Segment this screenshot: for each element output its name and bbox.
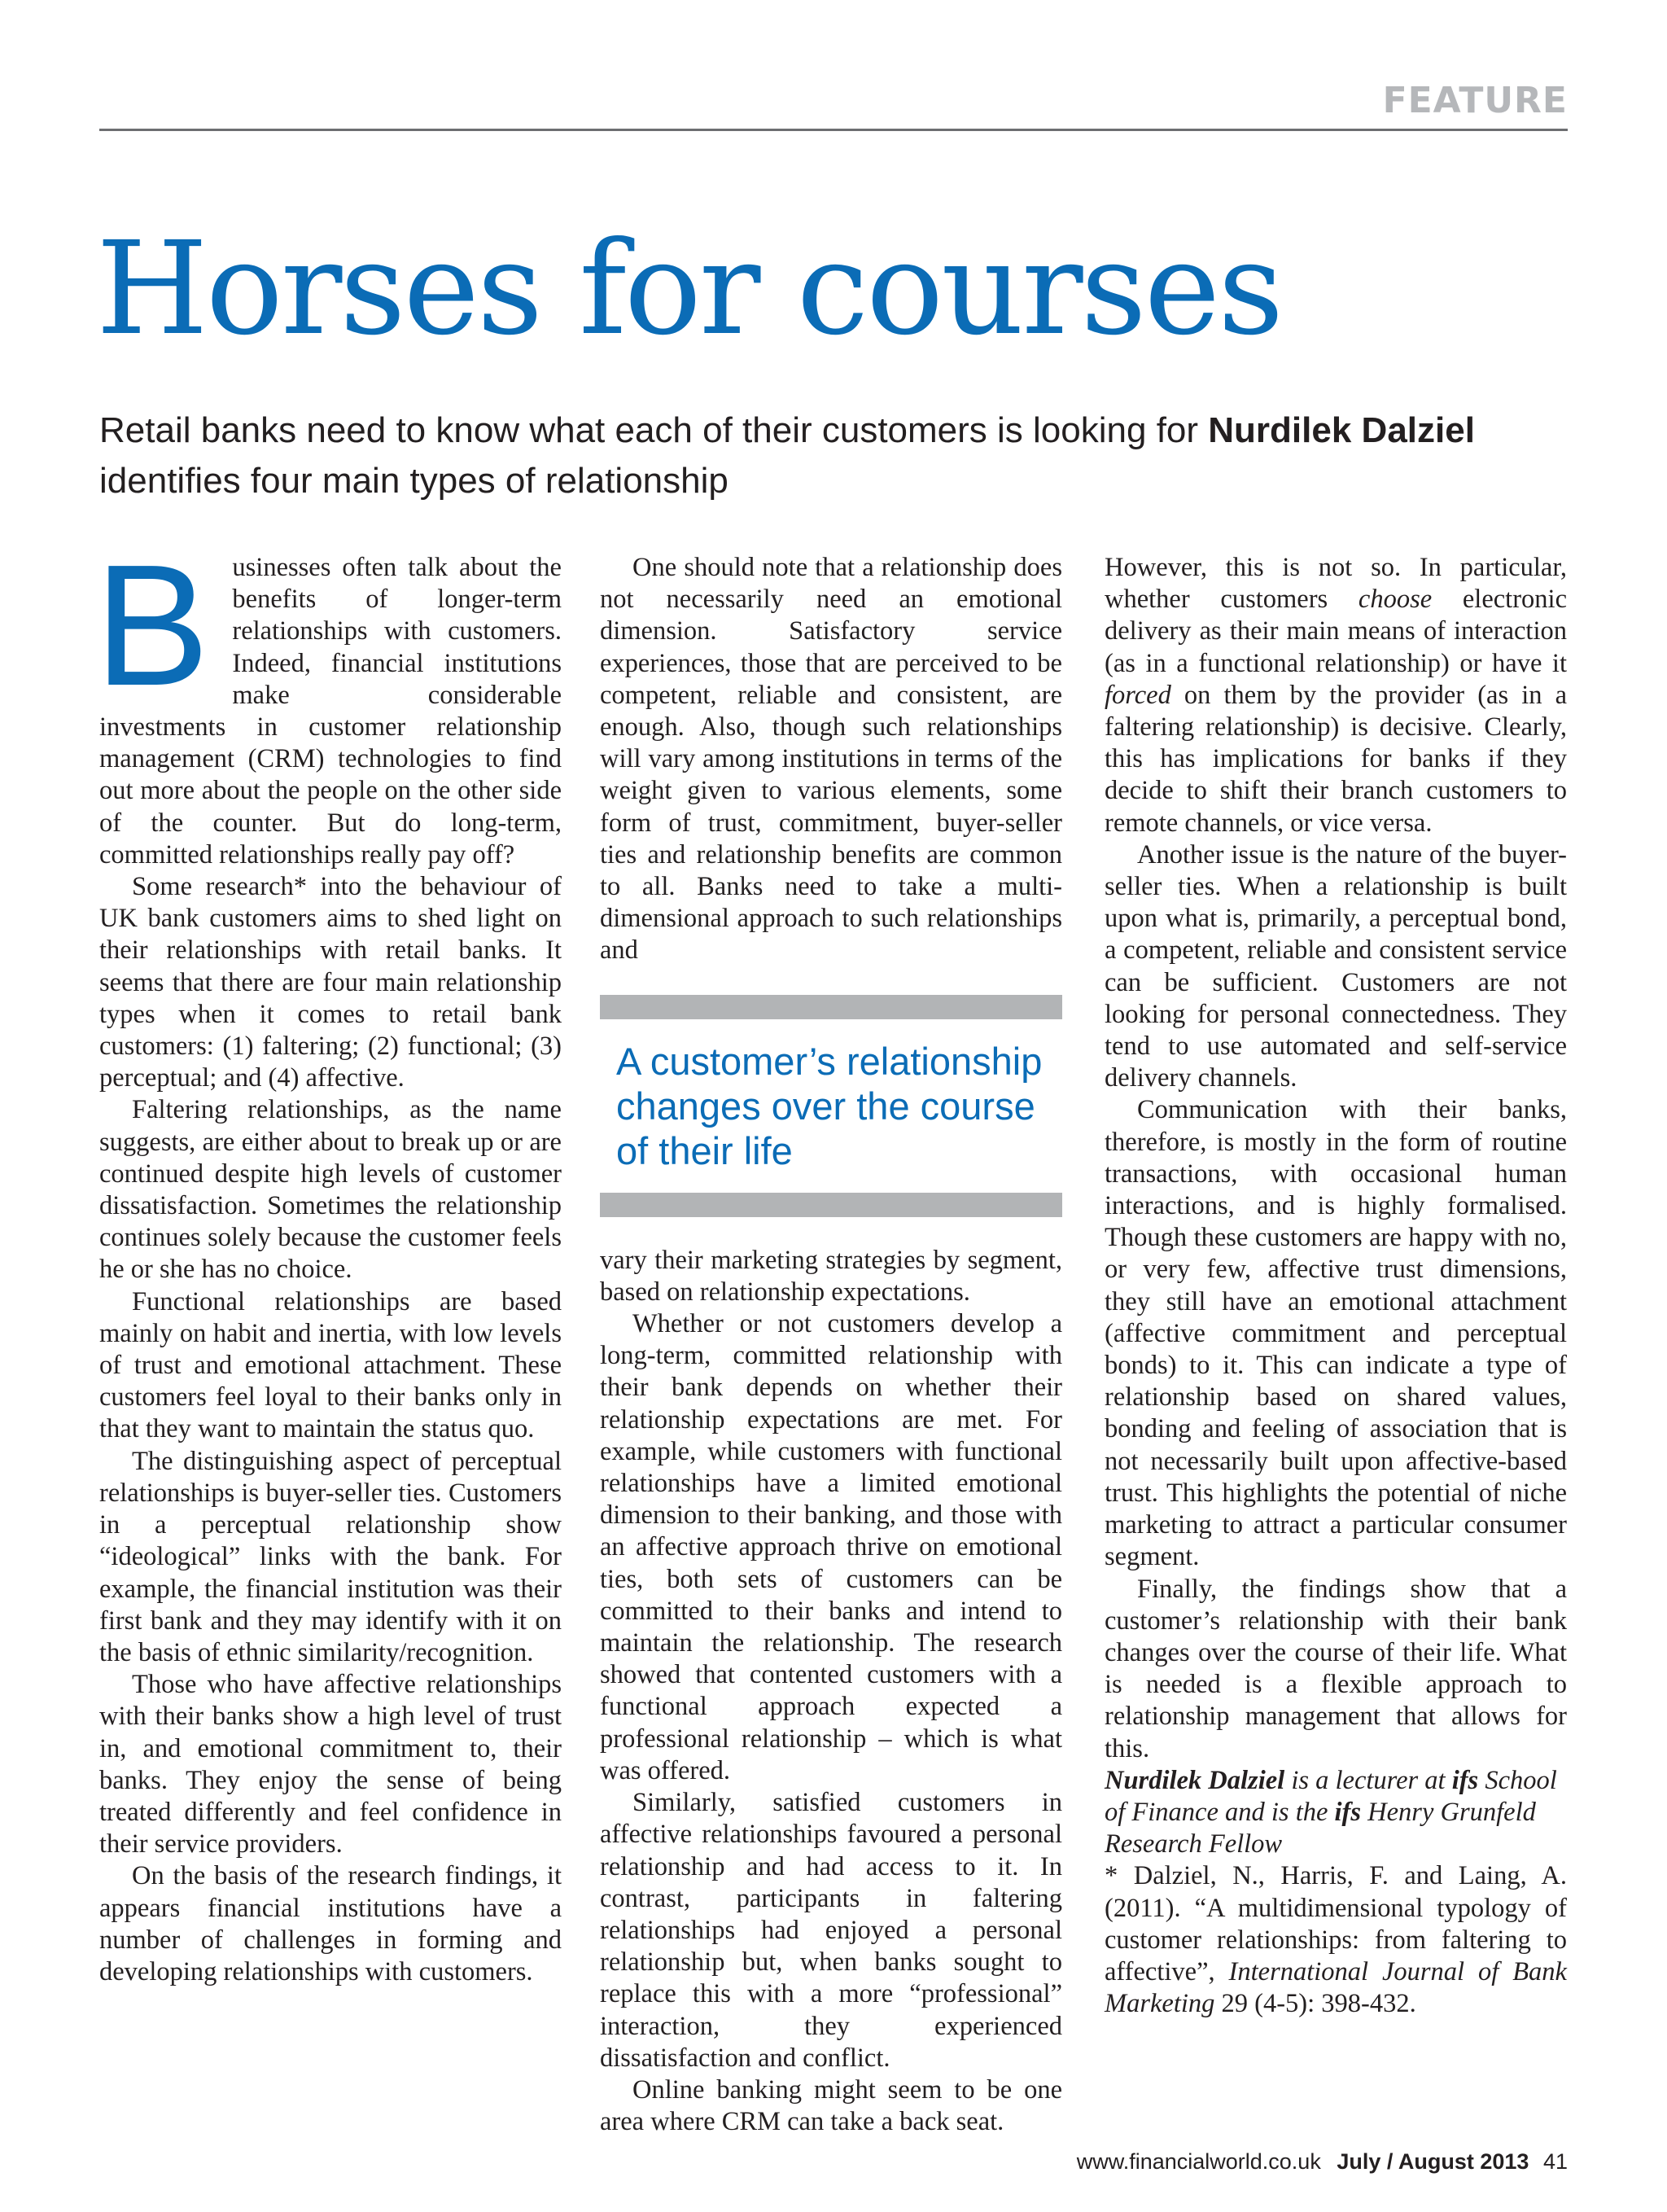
standfirst [99, 405, 1581, 506]
paragraph: Some research* into the behaviour of UK bank customers aims to shed light on their relationships with retail banks. It seems that there are four main relationship types when it comes to retail bank customers: (1) faltering; (2) functional; (3) perceptual; and (4) affective. [99, 872, 562, 1093]
reference: * Dalziel, N., Harris, F. and Laing, A. (2011). “A multidimensional typology of customer relationships: from faltering to affective”, International Journal of Bank Marketing 29 (4-5): 398-432. [1105, 1861, 1567, 2019]
standfirst-text-after: identifies four main types of relationship [99, 461, 728, 501]
drop-cap: B [94, 528, 210, 721]
paragraph: Similarly, satisfied customers in affective relationships favoured a personal relationship and had access to it. In contrast, participants in faltering relationships had enjoyed a personal relationship but, when banks sought to replace this with a more “professional” interaction, they experienced dissatisfaction and conflict. [600, 1788, 1062, 2073]
paragraph: Functional relationships are based mainly on habit and inertia, with low levels of trust and emotional attachment. These customers feel loyal to their banks only in that they want to maintain the status quo. [99, 1286, 562, 1444]
pull-quote-bar-bottom [600, 1193, 1062, 1217]
paragraph: The distinguishing aspect of perceptual relationships is buyer-seller ties. Customers in a perceptual relationship show “ideological” links with the bank. For example, the financial institution was their first bank and they may identify with it on the basis of ethnic similarity/recognition. [99, 1446, 562, 1667]
paragraph: Faltering relationships, as the name suggests, are either about to break up or are continued despite high levels of customer dissatisfaction. Sometimes the relationship continues solely because the customer feels he or she has no choice. [99, 1095, 562, 1285]
footer-date: July / August 2013 [1337, 2149, 1529, 2174]
page-number: 41 [1542, 2149, 1568, 2174]
column-1 [94, 528, 562, 1988]
paragraph: One should note that a relationship does not necessarily need an emotional dimension. Satisfactory service experiences, those that are perceived to be competent, reliable and consistent, are enough. Also, though such relationships will vary among institutions in terms of the weight given to various elements, some form of trust, commitment, buyer-seller ties and relationship benefits are common to all. Banks need to take a multi-dimensional approach to such relationships and [600, 553, 1062, 966]
header-rule [99, 129, 1568, 131]
paragraph: Communication with their banks, therefore, is mostly in the form of routine transactions, with occasional human interactions, and is highly formalised. Though these customers are happy with no, or very few, affective trust dimensions, they still have an emotional attachment (affective commitment and perceptual bonds) to it. This can indicate a type of relationship based on shared values, bonding and feeling of association that is not necessarily built upon affective-based trust. This highlights the potential of niche marketing to attract a particular consumer segment. [1105, 1095, 1567, 1572]
paragraph: On the basis of the research findings, it appears financial institutions have a number of challenges in forming and developing relationships with customers. [99, 1861, 562, 1986]
paragraph: Businesses often talk about the benefits of longer-term relationships with customers. Indeed, financial institutions make considerable investments in customer relationship management (CRM) technologies to find out more about the people on the other side of the counter. But do long-term, committed relationships really pay off? [94, 528, 562, 869]
column-2 [600, 552, 1062, 2138]
standfirst-author: Nurdilek Dalziel [1208, 410, 1475, 450]
paragraph: vary their marketing strategies by segment, based on relationship expectations. [600, 1245, 1062, 1307]
pull-quote-text: A customer’s relationship changes over the course of their life [616, 1039, 1043, 1172]
headline: Horses for courses [96, 214, 1282, 364]
paragraph: Those who have affective relationships with their banks show a high level of trust in, and emotional commitment to, their banks. They enjoy the sense of being treated differently and feel confidence in their service providers. [99, 1670, 562, 1859]
paragraph: Finally, the findings show that a customer’s relationship with their bank changes over the course of their life. What is needed is a flexible approach to relationship management that allows for this. [1105, 1574, 1567, 1763]
page-footer [1077, 2149, 1568, 2175]
pull-quote-bar-top [600, 995, 1062, 1019]
footer-url: www.financialworld.co.uk [1076, 2149, 1321, 2174]
author-bio: Nurdilek Dalziel is a lecturer at ifs School of Finance and is the ifs Henry Grunfeld Research Fellow [1105, 1765, 1557, 1859]
paragraph: Online banking might seem to be one area where CRM can take a back seat. [600, 2074, 1062, 2137]
column-3 [1105, 552, 1567, 2020]
section-label: FEATURE [1382, 80, 1568, 121]
paragraph: However, this is not so. In particular, whether customers choose electronic delivery as their main means of interaction (as in a functional relationship) or have it forced on them by the provider (as in a faltering relationship) is decisive. Clearly, this has implications for banks if they decide to shift their branch customers to remote channels, or vice versa. [1105, 553, 1567, 838]
paragraph: Whether or not customers develop a long-term, committed relationship with their bank depends on whether their relationship expectations are met. For example, while customers with functional relationships have a limited emotional dimension to their banking, and those with an affective approach thrive on emotional ties, both sets of customers can be committed to their banks and intend to maintain the relationship. The research showed that contented customers with a functional approach expected a professional relationship – which is what was offered. [600, 1309, 1062, 1785]
paragraph: Another issue is the nature of the buyer-seller ties. When a relationship is built upon what is, primarily, a perceptual bond, a competent, reliable and consistent service can be sufficient. Customers are not looking for personal connectedness. They tend to use automated and self-service delivery channels. [1105, 839, 1567, 1093]
standfirst-text: Retail banks need to know what each of their customers is looking for [99, 410, 1199, 450]
pull-quote [600, 995, 1062, 1217]
